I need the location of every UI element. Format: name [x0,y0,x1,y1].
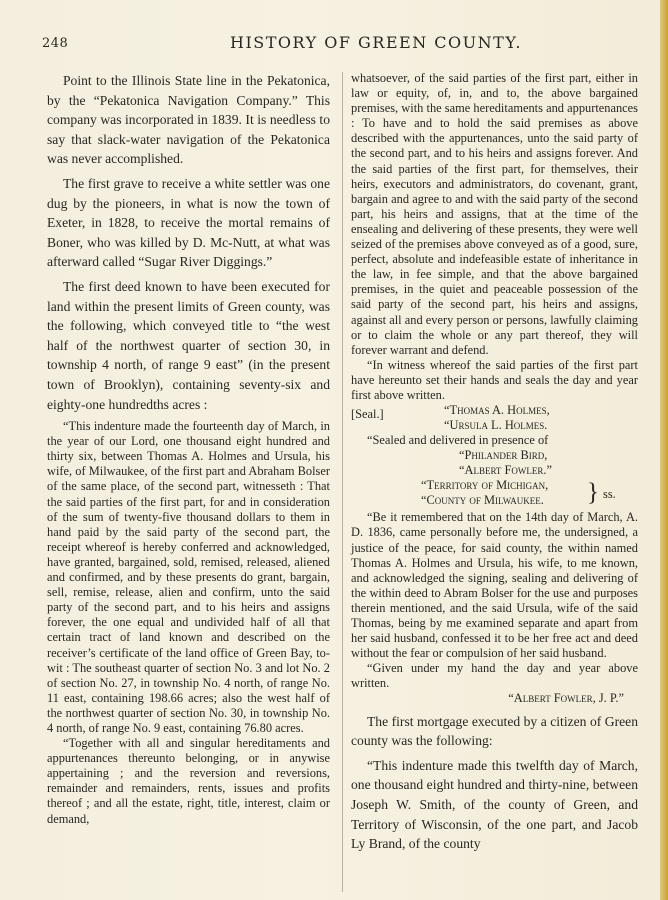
paragraph-in-witness: “In witness whereof the said parties of the first part have hereunto set their hands and seals the day and year first above written. [351,357,638,402]
paragraph-mortgage-indenture: “This indenture made this twelfth day of March, one thousand eight hundred and thirty-nine, between Joseph W. Smith, of the county of Green, and Territory of Wisconsin, of the one part, and Jacob Ly Brand, of the county [351,757,638,852]
paragraph-given: “Given under my hand the day and year above written. [351,661,638,691]
jp-signature: “Albert Fowler, J. P.” [508,691,624,706]
paragraph-first-grave: The first grave to receive a white settler was one dug by the pioneers, in what is now the town of Exeter, in 1828, to receive the mortal remains of Boner, who was killed by D. Mc-Nutt, at what was afterward called “Sugar River Diggings.” [47,175,330,270]
sealed-delivered-line: “Sealed and delivered in presence of [367,433,549,448]
seal-mark: [Seal.] [351,407,384,422]
paragraph-indenture: “This indenture made the fourteenth day of March, in the year of our Lord, one thousand eight hundred and thirty six, between Thomas A. Holmes and Ursula, his wife, of Milwaukee, of the first part and Abraham Bolser of the same place, of the second part, witnesseth : That the said parties of the first part, for and in consideration of the sum of twenty-five thousand dollars to them in hand paid by the said party of the second part, the receipt whereof is hereby conferred and acknowledged, have granted, bargained, sold, remised, released, aliened and confirmed, and by these presents do grant, bargain, sell, remise, release, alien and confirm, unto the said party of the second part, and to his heirs and assigns forever, the one equal and undivided half of all that certain tract of land known and described on the receiver’s certificate of the land office of Green Bay, to-wit : The southeast quarter of section No. 3 and lot No. 2 of section No. 27, in township No. 4 north, of range No. 11 east, containing 198.66 acres; also the west half of the northwest quarter of section No. 30, in township No. 4 north, of range No. 9 east, containing 76.80 acres. [47,419,330,735]
column-divider [342,72,343,892]
paragraph-first-mortgage: The first mortgage executed by a citizen of Green county was the following: [351,713,638,749]
left-column [47,71,330,827]
county-line: “County of Milwaukee. [421,493,544,508]
signature-block [351,403,638,433]
signer-thomas-holmes: “Thomas A. Holmes, [444,403,550,418]
page-edge [660,0,668,900]
ss-mark: ss. [603,487,616,502]
brace-mark: } [587,479,599,507]
paragraph-navigation: Point to the Illinois State line in the Pekatonica, by the “Pekatonica Navigation Company.” This company was incorporated in 1839. It is needless to say that slack-water navigation of the Pekatonica was never accomplished. [47,73,330,167]
witness-albert-fowler: “Albert Fowler.” [459,463,552,478]
jurisdiction-block [351,478,638,510]
paragraph-first-deed: The first deed known to have been executed for land within the present limits of Green county, was the following, which conveyed title to “the west half of the northwest quarter of section 30, in township 4 north, of range 9 east” (in the present town of Brooklyn), containing seventy-six and eighty-one hundredths acres : [47,278,330,412]
territory-line: “Territory of Michigan, [421,478,549,493]
signer-ursula-holmes: “Ursula L. Holmes. [444,418,548,433]
right-column [351,71,638,854]
page-number: 248 [42,36,69,51]
paragraph-covenant: whatsoever, of the said parties of the first part, either in law or equity, of, in, and to, the above bargained premises, with the same hereditaments and appurtenances : To have and to hold the said premises as above described with the appurtenances, unto the said party of the second part, and to his heirs and assigns forever. And the said parties of the first part, for themselves, their heirs, executors and administrators, do covenant, grant, bargain and agree to and with the said party of the second part, his heirs and assigns, that at the time of the ensealing and delivering of these presents, they were well seized of the premises above conveyed as of a good, sure, perfect, absolute and indefeasible estate of inheritance in the law, in fee simple, and that the above bargained premises, in the quiet and peaceable possession of the said party of the second part, his heirs and assigns, against all and every person or persons, lawfully claiming or to claim the whole or any part thereof, they will forever warrant and defend. [351,71,638,357]
paragraph-acknowledgment: “Be it remembered that on the 14th day of March, A. D. 1836, came personally before me, the undersigned, a justice of the peace, for said county, the within named Thomas A. Holmes and Ursula, his wife, to me known, and acknowledged the signing, sealing and delivering of the within deed to Abram Bolser for the use and purposes therein mentioned, and the said Ursula, wife of the said Thomas, being by me examined separate and apart from her said husband, confessed it to be her free act and deed without the fear or compulsion of her said husband. [351,510,638,661]
witness-philander-bird: “Philander Bird, [459,448,548,463]
running-title: HISTORY OF GREEN COUNTY. [230,33,522,52]
paragraph-hereditaments: “Together with all and singular hereditaments and appurtenances thereunto belonging, or in anywise appertaining ; and the reversion and reversions, remainder and remainders, rents, issues and profits thereof ; and all the estate, right, title, interest, claim or demand, [47,736,330,826]
